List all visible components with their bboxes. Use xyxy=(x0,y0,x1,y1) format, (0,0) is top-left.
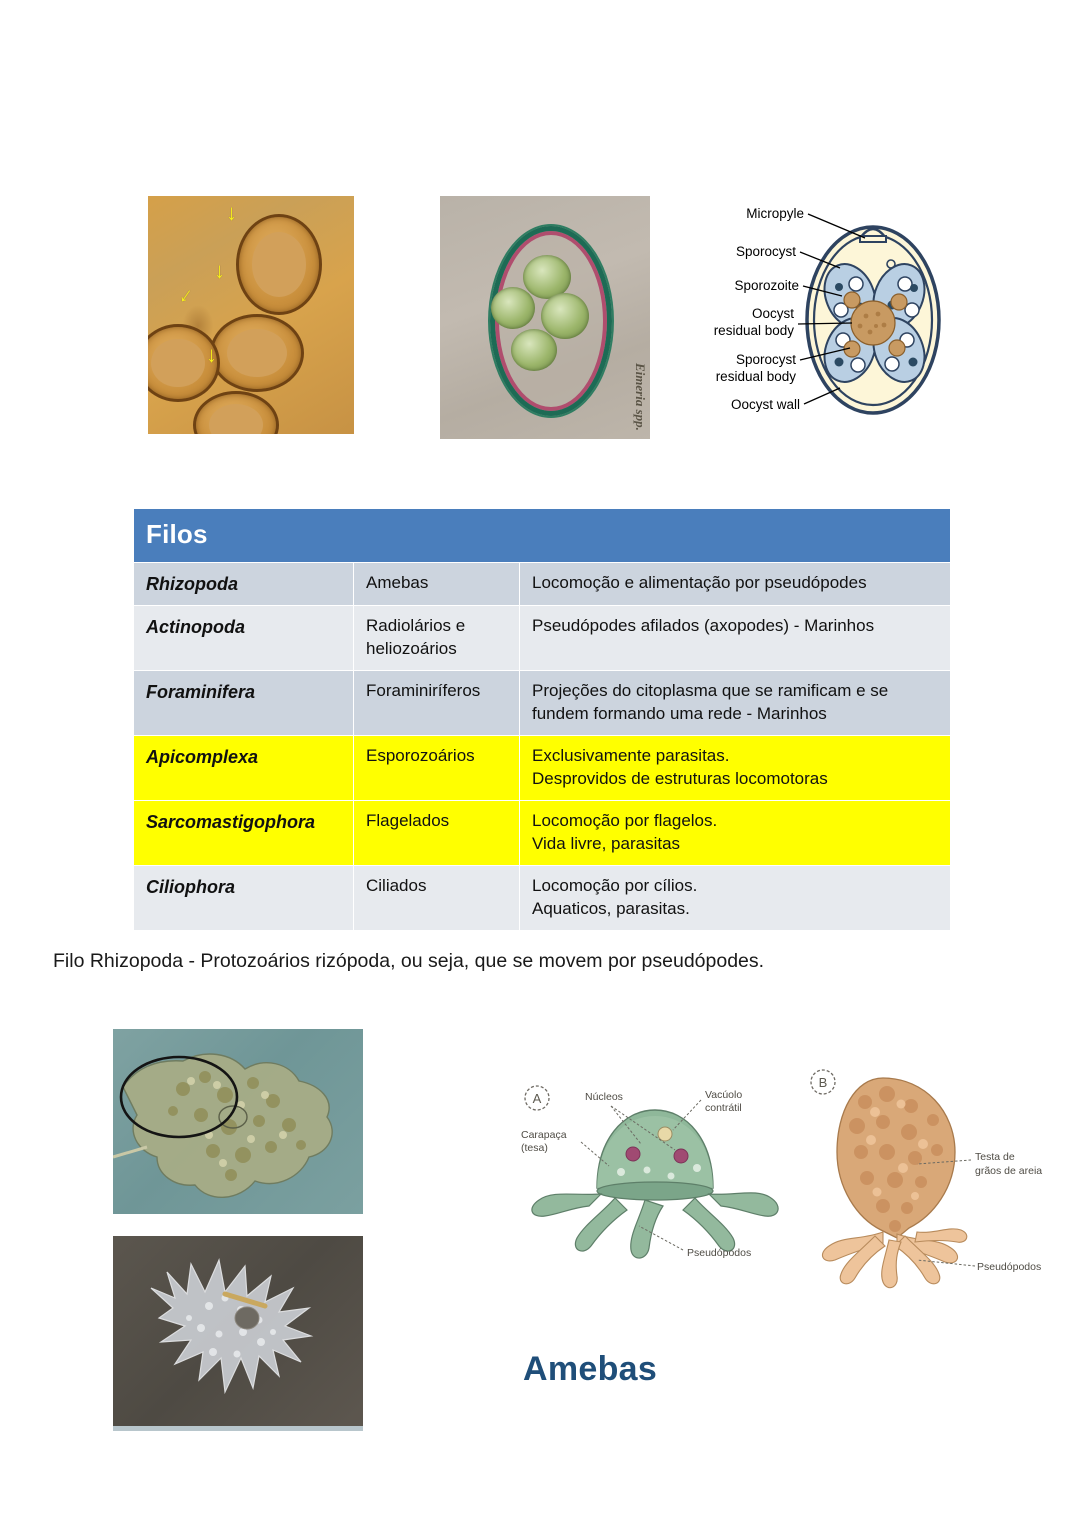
section-title-amebas: Amebas xyxy=(523,1350,658,1388)
label-oocyst-residual-1: Oocyst xyxy=(751,306,794,321)
panel-a-badge xyxy=(525,1086,549,1110)
label-testa-2: grãos de areia xyxy=(975,1165,1043,1177)
label-oocyst-wall: Oocyst wall xyxy=(730,397,800,412)
label-oocyst-residual-2: residual body xyxy=(713,323,794,338)
table-body xyxy=(134,563,951,931)
cell-description xyxy=(520,736,951,801)
label-pseudopodos-b: Pseudópodos xyxy=(977,1261,1042,1273)
cell-phylum-name: Sarcomastigophora xyxy=(134,801,354,866)
label-vacuolo-2: contrátil xyxy=(705,1102,742,1114)
cell-common-name: Flagelados xyxy=(354,801,520,866)
table-row xyxy=(134,865,951,930)
cell-common-name: Esporozoários xyxy=(354,736,520,801)
description-line: Locomoção e alimentação por pseudópodes xyxy=(532,573,867,593)
cell-common-name: Ciliados xyxy=(354,865,520,930)
label-nucleos: Núcleos xyxy=(585,1091,623,1103)
description-line: Aquaticos, parasitas. xyxy=(532,898,690,918)
cell-common-name: Radiolários e heliozoários xyxy=(354,606,520,671)
label-sporocyst-residual-2: residual body xyxy=(715,369,796,384)
svg-text:B: B xyxy=(818,1075,828,1090)
table-row xyxy=(134,801,951,866)
description-line: Projeções do citoplasma que se ramificam e se xyxy=(532,681,889,701)
description-line: Locomoção por cílios. xyxy=(532,875,698,895)
table-row xyxy=(134,671,951,736)
eimeria-watermark: Eimeria spp. xyxy=(633,363,648,431)
cell-phylum-name: Actinopoda xyxy=(134,606,354,671)
cell-description xyxy=(520,563,951,606)
label-micropyle: Micropyle xyxy=(746,206,804,221)
cell-phylum-name: Foraminifera xyxy=(134,671,354,736)
diagram-oocyst-structure xyxy=(700,192,960,442)
description-line: Exclusivamente parasitas. xyxy=(532,746,730,766)
photo-unsporulated-oocysts: ↓ ↓ ↓ ↓ xyxy=(148,196,354,434)
label-sporocyst-residual-1: Sporocyst xyxy=(735,352,796,367)
photo-sporulated-oocyst xyxy=(440,196,650,439)
description-line: Vida livre, parasitas xyxy=(532,833,681,853)
cell-phylum-name: Ciliophora xyxy=(134,865,354,930)
label-carapaca-2: (tesa) xyxy=(521,1142,548,1154)
cell-description xyxy=(520,671,951,736)
cell-common-name: Foraminiríferos xyxy=(354,671,520,736)
oocyst-wall-shape xyxy=(490,226,612,416)
phyla-table xyxy=(133,508,951,931)
description-line: Pseudópodes afilados (axopodes) - Marinhos xyxy=(532,616,875,636)
label-carapaca-1: Carapaça xyxy=(521,1129,567,1141)
label-sporozoite: Sporozoite xyxy=(734,278,799,293)
panel-b-badge xyxy=(811,1070,835,1094)
table-row xyxy=(134,606,951,671)
cell-phylum-name: Apicomplexa xyxy=(134,736,354,801)
description-line: fundem formando uma rede - Marinhos xyxy=(532,704,827,724)
cell-description xyxy=(520,801,951,866)
photo-ameba-teal xyxy=(113,1029,363,1214)
svg-text:A: A xyxy=(532,1091,542,1106)
description-line: Desprovidos de estruturas locomotoras xyxy=(532,769,828,789)
table-row xyxy=(134,736,951,801)
table-row xyxy=(134,563,951,606)
top-figure-row xyxy=(0,196,1080,446)
description-line: Locomoção por flagelos. xyxy=(532,811,718,831)
diagram-ameba-a-b xyxy=(505,1060,1045,1300)
cell-description xyxy=(520,606,951,671)
label-pseudopodos-a: Pseudópodos xyxy=(687,1247,752,1259)
cell-common-name: Amebas xyxy=(354,563,520,606)
table-title: Filos xyxy=(134,509,951,563)
cell-phylum-name: Rhizopoda xyxy=(134,563,354,606)
label-sporocyst: Sporocyst xyxy=(735,244,796,259)
photo-ameba-dark-field xyxy=(113,1236,363,1431)
label-testa-1: Testa de xyxy=(975,1151,1015,1163)
paragraph-rhizopoda: Filo Rhizopoda - Protozoários rizópoda, ou seja, que se movem por pseudópodes. xyxy=(53,950,765,972)
label-vacuolo-1: Vacúolo xyxy=(705,1089,743,1101)
cell-description xyxy=(520,865,951,930)
table-header-row xyxy=(134,509,951,563)
